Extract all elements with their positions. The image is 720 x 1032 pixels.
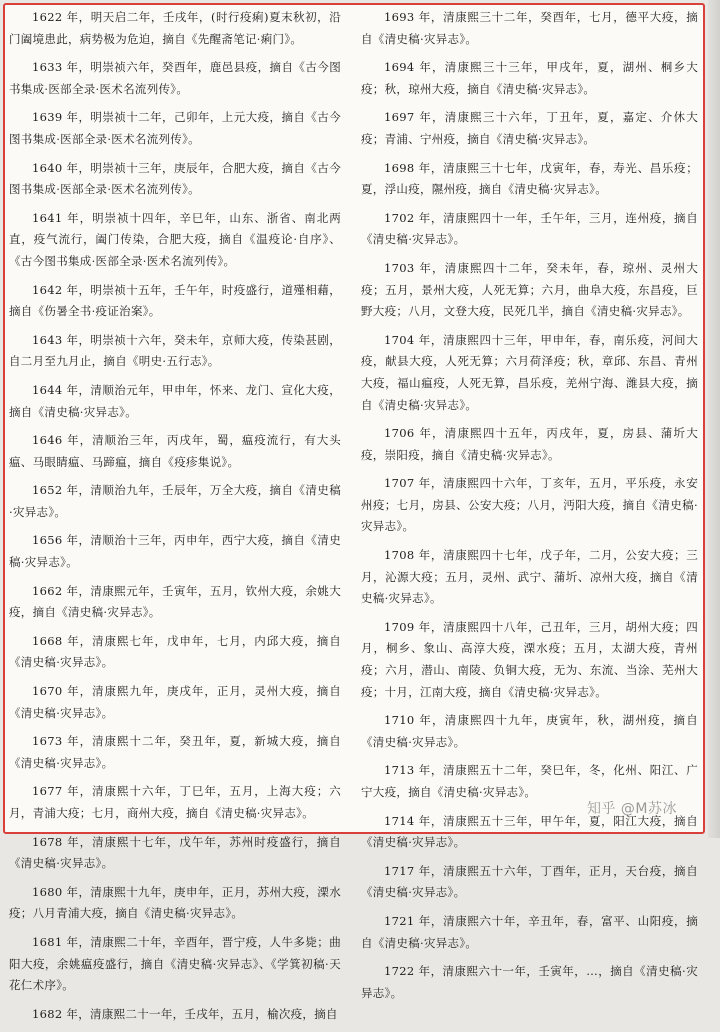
entry-1668: 1668 年，清康熙七年，戊申年，七月，内邱大疫，摘自《清史稿·灾异志》。 xyxy=(9,633,341,670)
entry-1673: 1673 年，清康熙十二年，癸丑年，夏，新城大疫，摘自《清史稿·灾异志》。 xyxy=(9,734,341,770)
scanned-page xyxy=(3,3,705,1021)
entry-1622: 1622 年，明天启二年，壬戌年，(时行疫痢)夏末秋初，沿门阖境患此，病势极为危迫，摘自《先醒斋笔记·痢门》。 xyxy=(9,10,341,46)
entry-1698: 1698 年，清康熙三十七年，戊寅年，春，寿光、昌乐疫；夏，浮山疫，隰州疫，摘自《清史稿·灾异志》。 xyxy=(361,160,698,197)
left-column xyxy=(5,7,345,1032)
entry-1642: 1642 年，明崇祯十五年，壬午年，时疫盛行，道殣相藉，摘自《伤暑全书·疫证治案》。 xyxy=(9,282,341,319)
entry-1693: 1693 年，清康熙三十二年，癸酉年，七月，德平大疫，摘自《清史稿·灾异志》。 xyxy=(361,10,698,46)
entry-1677: 1677 年，清康熙十六年，丁巳年，五月，上海大疫；六月，青浦大疫；七月，商州大疫，摘自《清史稿·灾异志》。 xyxy=(9,784,341,820)
entry-1640: 1640 年，明崇祯十三年，庚辰年，合肥大疫，摘自《古今图书集成·医部全录·医术名流列传》。 xyxy=(9,160,341,197)
entry-1644: 1644 年，清顺治元年，甲申年，怀来、龙门、宣化大疫，摘自《清史稿·灾异志》。 xyxy=(9,382,341,419)
entry-1704: 1704 年，清康熙四十三年，甲申年，春，南乐疫，河间大疫，献县大疫，人死无算；六月荷泽疫；秋，章邱、东昌、青州大疫，福山瘟疫，人死无算，昌乐疫，羌州宁海、潍县大疫，摘自《清史稿·灾异志》。 xyxy=(361,332,698,412)
entry-1646: 1646 年，清顺治三年，丙戌年，蜀，瘟疫流行，有大头瘟、马眼睛瘟、马蹄瘟，摘自《疫疹集说》。 xyxy=(9,433,341,469)
entry-1709: 1709 年，清康熙四十八年，己丑年，三月，胡州大疫；四月，桐乡、象山、高淳大疫，溧水疫；五月，太湖大疫，青州疫；六月，潜山、南陵、负铜大疫，无为、东流、当涂、芜州大疫；十月，江南大疫，摘自《清史稿·灾异志》。 xyxy=(361,619,698,699)
entry-1662: 1662 年，清康熙元年，壬寅年，五月，钦州大疫，余姚大疫，摘自《清史稿·灾异志》。 xyxy=(9,583,341,620)
entry-1714: 1714 年，清康熙五十三年，甲午年，夏，阳江大疫，摘自《清史稿·灾异志》。 xyxy=(361,813,698,850)
entry-1697: 1697 年，清康熙三十六年，丁丑年，夏，嘉定、介休大疫；青浦、宁州疫，摘自《清史稿·灾异志》。 xyxy=(361,110,698,146)
entry-1678: 1678 年，清康熙十七年，戊午年，苏州时疫盛行，摘自《清史稿·灾异志》。 xyxy=(9,834,341,871)
entry-1641: 1641 年，明崇祯十四年，辛巳年，山东、浙省、南北两直，疫气流行，阖门传染，合肥大疫，摘自《温疫论·自序》、《古今图书集成·医部全录·医术名流列传》。 xyxy=(9,210,341,268)
entry-1652: 1652 年，清顺治九年，壬辰年，万全大疫，摘自《清史稿·灾异志》。 xyxy=(9,483,341,519)
entry-1708: 1708 年，清康熙四十七年，戊子年，二月，公安大疫；三月，沁源大疫；五月，灵州、武宁、蒲圻、凉州大疫，摘自《清史稿·灾异志》。 xyxy=(361,548,698,606)
page-edge xyxy=(708,0,720,838)
entry-1703: 1703 年，清康熙四十二年，癸未年，春，琼州、灵州大疫；五月，景州大疫，人死无算；六月，曲阜大疫，东昌疫，巨野大疫；八月，文登大疫，民死几半，摘自《清史稿·灾异志》。 xyxy=(361,260,698,319)
entry-1707: 1707 年，清康熙四十六年，丁亥年，五月，平乐疫，永安州疫；七月，房县、公安大疫；八月，沔阳大疫，摘自《清史稿·灾异志》。 xyxy=(361,476,698,534)
entry-1656: 1656 年，清顺治十三年，丙申年，西宁大疫，摘自《清史稿·灾异志》。 xyxy=(9,533,341,570)
entry-1680: 1680 年，清康熙十九年，庚申年，正月，苏州大疫，溧水疫；八月青浦大疫，摘自《清史稿·灾异志》。 xyxy=(9,884,341,921)
entry-1710: 1710 年，清康熙四十九年，庚寅年，秋，湖州疫，摘自《清史稿·灾异志》。 xyxy=(361,713,698,749)
entry-1706: 1706 年，清康熙四十五年，丙戌年，夏，房县、蒲圻大疫，崇阳疫，摘自《清史稿·灾异志》。 xyxy=(361,426,698,462)
entry-1694: 1694 年，清康熙三十三年，甲戌年，夏，湖州、桐乡大疫；秋，琼州大疫，摘自《清史稿·灾异志》。 xyxy=(361,60,698,96)
entry-1682: 1682 年，清康熙二十一年，壬戌年，五月，榆次疫，摘自 xyxy=(32,1006,338,1021)
entry-1681: 1681 年，清康熙二十年，辛酉年，晋宁疫，人牛多毙；曲阳大疫，余姚瘟疫盛行，摘自《清史稿·灾异志》、《学箕初稿·天花仁术序》。 xyxy=(9,934,341,993)
entry-1639: 1639 年，明崇祯十二年，己卯年，上元大疫，摘自《古今图书集成·医部全录·医术名流列传》。 xyxy=(9,110,341,146)
entry-1670: 1670 年，清康熙九年，庚戌年，正月，灵州大疫，摘自《清史稿·灾异志》。 xyxy=(9,684,341,720)
entry-1702: 1702 年，清康熙四十一年，壬午年，三月，连州疫，摘自《清史稿·灾异志》。 xyxy=(361,210,698,247)
entry-1643: 1643 年，明崇祯十六年，癸未年，京师大疫，传染甚剧，自二月至九月止，摘自《明史·五行志》。 xyxy=(9,332,341,369)
entry-1722: 1722 年，清康熙六十一年，壬寅年，…，摘自《清史稿·灾异志》。 xyxy=(361,964,698,1000)
entry-1721: 1721 年，清康熙六十年，辛丑年，春，富平、山阳疫，摘自《清史稿·灾异志》。 xyxy=(361,913,698,950)
entry-1717: 1717 年，清康熙五十六年，丁酉年，正月，天台疫，摘自《清史稿·灾异志》。 xyxy=(361,863,698,900)
right-column xyxy=(361,7,702,1011)
entry-1713: 1713 年，清康熙五十二年，癸巳年，冬，化州、阳江、广宁大疫，摘自《清史稿·灾异志》。 xyxy=(361,763,698,799)
entry-1633: 1633 年，明崇祯六年，癸酉年，鹿邑县疫，摘自《古今图书集成·医部全录·医术名流列传》。 xyxy=(9,60,341,96)
watermark: 知乎 @M苏冰 xyxy=(586,801,677,817)
